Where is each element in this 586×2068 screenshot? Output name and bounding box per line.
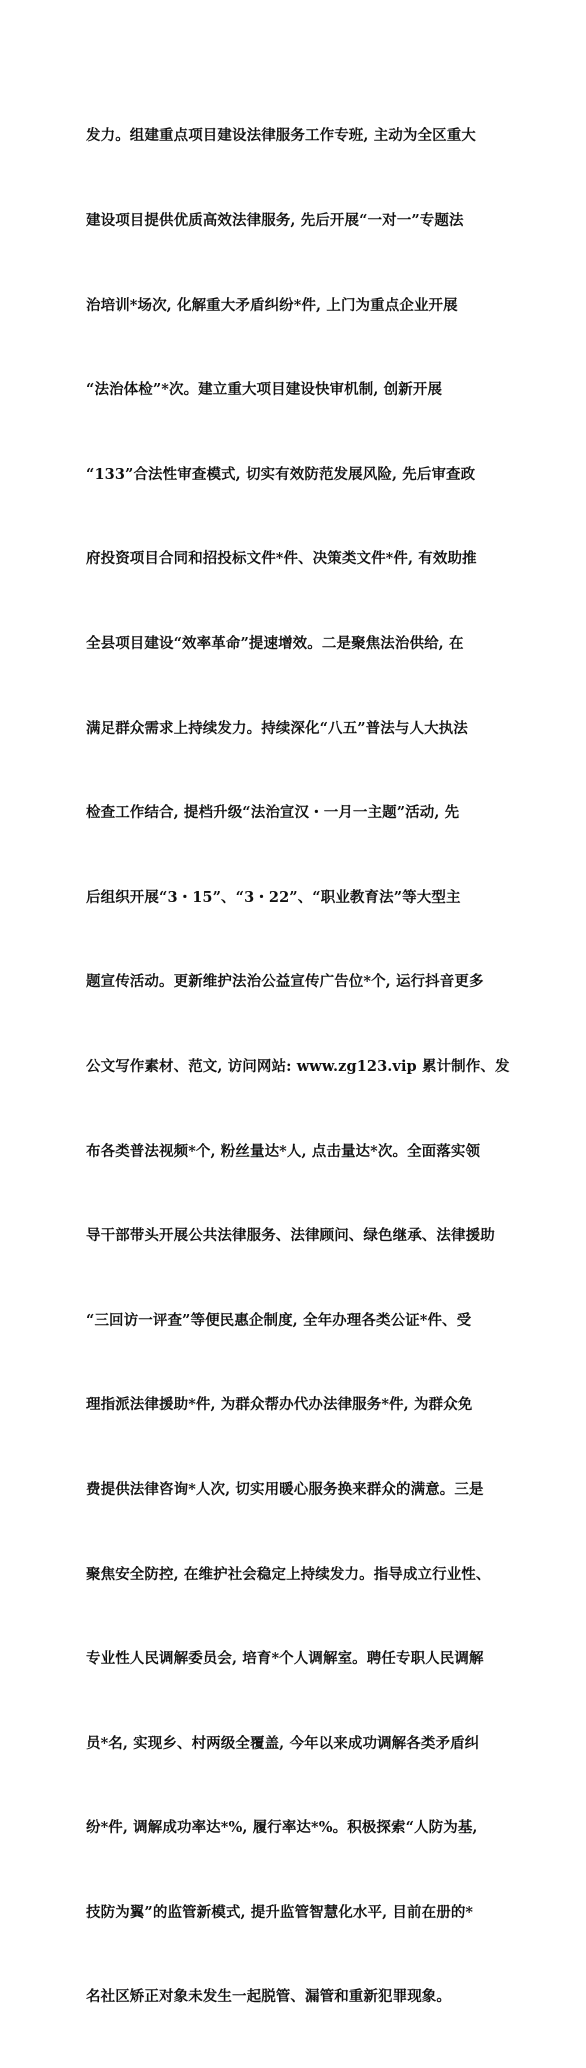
text-line-12-website: 公文写作素材、范文, 访问网站: www.zg123.vip 累计制作、发 [86,1057,510,1075]
text-line-17: 费提供法律咨询*人次, 切实用暖心服务换来群众的满意。三是 [86,1480,484,1498]
text-line-16: 理指派法律援助*件, 为群众帮办代办法律服务*件, 为群众免 [86,1396,473,1414]
text-line-4: “法治体检”*次。建立重大项目建设快审机制, 创新开展 [86,381,443,399]
text-line-19: 专业性人民调解委员会, 培育*个人调解室。聘任专职人民调解 [86,1650,484,1668]
text-line-3: 治培训*场次, 化解重大矛盾纠纷*件, 上门为重点企业开展 [86,296,458,314]
text-line-23: 名社区矫正对象未发生一起脱管、漏管和重新犯罪现象。 [86,1988,451,2006]
text-line-15: “三回访一评查”等便民惠企制度, 全年办理各类公证*件、受 [86,1311,472,1329]
text-line-7: 全县项目建设“效率革命”提速增效。二是聚焦法治供给, 在 [86,634,464,652]
text-line-2: 建设项目提供优质高效法律服务, 先后开展“一对一”专题法 [86,212,464,229]
text-line-18: 聚焦安全防控, 在维护社会稳定上持续发力。指导成立行业性、 [86,1565,491,1583]
text-line-9: 检查工作结合, 提档升级“法治宣汉・一月一主题”活动, 先 [86,804,460,822]
text-line-11: 题宣传活动。更新维护法治公益宣传广告位*个, 运行抖音更多 [86,973,484,991]
text-line-6: 府投资项目合同和招投标文件*件、决策类文件*件, 有效助推 [86,550,477,568]
text-line-1: 发力。组建重点项目建设法律服务工作专班, 主动为全区重大 [86,127,476,145]
text-line-5: “133”合法性审查模式, 切实有效防范发展风险, 先后审查政 [86,465,476,483]
text-line-8: 满足群众需求上持续发力。持续深化“八五”普法与人大执法 [86,719,468,737]
text-line-21: 纷*件, 调解成功率达*%, 履行率达*%。积极探索“人防为基, [86,1819,478,1837]
text-line-20: 员*名, 实现乡、村两级全覆盖, 今年以来成功调解各类矛盾纠 [86,1734,480,1752]
text-line-10: 后组织开展“3・15”、“3・22”、“职业教育法”等大型主 [86,888,461,906]
text-line-14: 导干部带头开展公共法律服务、法律顾问、绿色继承、法律援助 [86,1227,495,1245]
body-paragraph [86,66,510,2068]
text-line-22: 技防为翼”的监管新模式, 提升监管智慧化水平, 目前在册的* [86,1903,474,1921]
text-line-13: 布各类普法视频*个, 粉丝量达*人, 点击量达*次。全面落实领 [86,1142,481,1160]
